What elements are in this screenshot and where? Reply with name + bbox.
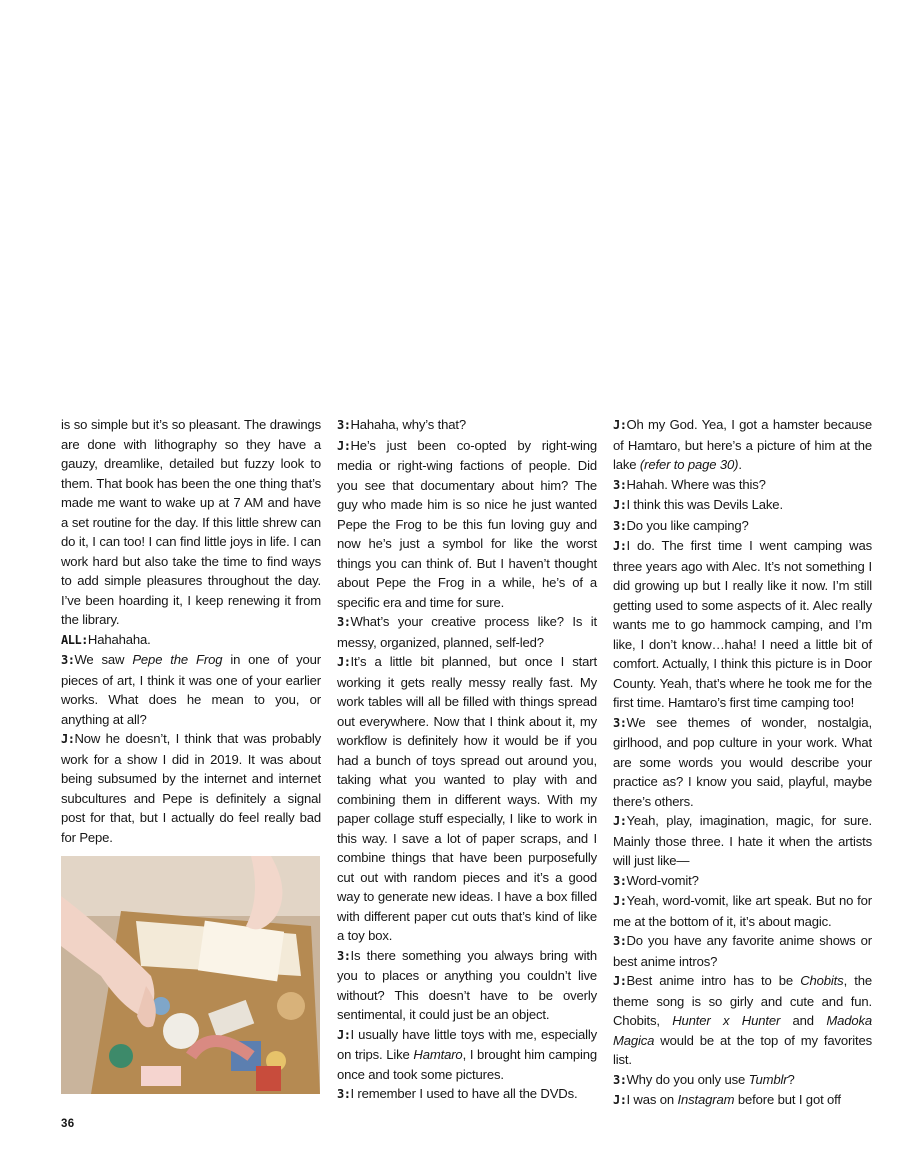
speaker-label: J: bbox=[613, 418, 627, 432]
speaker-label: 3: bbox=[613, 518, 627, 533]
speaker-label: J: bbox=[337, 438, 351, 453]
italic-title: Tumblr bbox=[748, 1071, 788, 1087]
paragraph-text: It’s a little bit planned, but once I start working it gets really messy really fast. My work tables will all be filled with things spread out everywhere. Now that I think about it, my workflow is definitely how it would be if you had a bunch of toys spread out around you, taking what you wanted to play with and combining them in different ways. With my paper collage stuff especially, I like to work in this way. I save a lot of paper scraps, and I combine things that have been purposefully cut out with random pieces and it’s a good way to generate new ideas. I have a box filled with different paper cut outs that’s kind of like a toy box. bbox=[337, 654, 597, 943]
speaker-label: 3: bbox=[613, 873, 627, 888]
paragraph bbox=[61, 729, 321, 847]
paragraph bbox=[613, 931, 872, 971]
text-column-left bbox=[61, 415, 321, 847]
text-run: I usually have little toys with me, especially on trips. Like bbox=[337, 1026, 597, 1062]
speaker-label: 3: bbox=[613, 1072, 627, 1087]
speaker-label: 3: bbox=[61, 653, 75, 667]
text-run: ? bbox=[787, 1071, 795, 1087]
text-run: before but I got off bbox=[734, 1092, 841, 1107]
paragraph-text: He’s just been co-opted by right-wing media or right-wing factions of people. Did you see that documentary about him? The guy who made him is so nice he just wanted Pepe the Frog to be this fun loving guy and now he’s just a symbol for like the worst things you can think of. But I haven’t thought about Pepe the Frog in a while, he’s of a specific era and time for sure. bbox=[337, 437, 597, 610]
text-run: I was on bbox=[626, 1092, 678, 1107]
paragraph-text: We see themes of wonder, nostalgia, girlhood, and pop culture in your work. What are some words you would describe your practice as? I know you said, playful, maybe there’s others. bbox=[613, 714, 872, 809]
text-run: would be at the top of my favorites list. bbox=[613, 1032, 872, 1067]
paragraph bbox=[613, 713, 872, 812]
speaker-label: 3: bbox=[337, 948, 351, 963]
speaker-label: 3: bbox=[613, 934, 627, 948]
paragraph bbox=[613, 415, 872, 475]
speaker-label: 3: bbox=[613, 715, 627, 730]
paragraph-text: Now he doesn’t, I think that was probably work for a show I did in 2019. It was about being subsumed by the internet and internet subcultures and Pepe is definitely a signal post for that, but I actually do feel really bad for Pepe. bbox=[61, 731, 321, 845]
paragraph-text: I remember I used to have all the DVDs. bbox=[350, 1086, 578, 1101]
toy-box-photo-icon bbox=[61, 856, 320, 1094]
text-column-middle bbox=[337, 415, 597, 1105]
text-run: , I brought him camping once and took some pictures. bbox=[337, 1047, 597, 1082]
paragraph-text: Yeah, play, imagination, magic, for sure. Mainly those three. I hate it when the artists will just like— bbox=[613, 813, 872, 868]
paragraph bbox=[337, 436, 597, 613]
speaker-label: 3: bbox=[337, 418, 351, 432]
paragraph-text: I do. The first time I went camping was three years ago with Alec. It’s not something I did growing up but I really like it now. I’m still getting used to some aspects of it. Alec really wants me to go hammock camping, and I’m like, I don’t know…haha! I need a little bit of comfort. Actually, I think this picture is in Door County. Yeah, that’s where he took me for the first time. Hamtaro’s first time camping too! bbox=[613, 538, 872, 710]
italic-title: Pepe the Frog bbox=[132, 652, 223, 667]
italic-title: Instagram bbox=[677, 1092, 735, 1107]
paragraph bbox=[613, 495, 872, 516]
paragraph bbox=[337, 652, 597, 946]
paragraph-text: is so simple but it’s so pleasant. The drawings are done with lithography so they have a gauzy, dreamlike, detailed but fuzzy look to them. That book has been the one thing that’s made me want to wake up at 7 AM and have a set routine for the day. If this little shrew can do it, I can too! I can find little joys in life. I can work hard but also take the time to find ways to add simple pleasures throughout the day. I’ve been hoarding it, I keep renewing it from the library. bbox=[61, 417, 321, 627]
paragraph bbox=[613, 1070, 872, 1091]
paragraph bbox=[613, 475, 872, 496]
text-run: , the theme song is so girly and cute and fun. Chobits, bbox=[613, 973, 872, 1028]
paragraph-text: I think this was Devils Lake. bbox=[626, 497, 783, 512]
italic-title: Hunter x Hunter bbox=[672, 1013, 781, 1028]
text-run: . bbox=[738, 457, 742, 472]
paragraph bbox=[613, 516, 872, 537]
text-column-right bbox=[613, 415, 872, 1111]
paragraph bbox=[337, 612, 597, 652]
speaker-label: 3: bbox=[337, 615, 351, 629]
paragraph bbox=[337, 1025, 597, 1085]
paragraph bbox=[337, 946, 597, 1025]
paragraph bbox=[613, 971, 872, 1070]
paragraph-text: Is there something you always bring with you to places or anything you couldn’t live without? This doesn’t have to be overly sentimental, it could just be an object. bbox=[337, 947, 597, 1022]
speaker-label: J: bbox=[613, 498, 627, 512]
italic-title: Madoka Magica bbox=[613, 1013, 873, 1048]
speaker-label: J: bbox=[613, 974, 627, 988]
speaker-label: ALL: bbox=[61, 632, 88, 647]
paragraph-text: Do you like camping? bbox=[626, 517, 749, 533]
speaker-label: J: bbox=[61, 732, 75, 746]
paragraph bbox=[61, 650, 321, 729]
paragraph bbox=[613, 536, 872, 713]
speaker-label: J: bbox=[613, 894, 627, 908]
paragraph bbox=[613, 811, 872, 871]
speaker-label: J: bbox=[337, 655, 351, 669]
paragraph-text: Do you have any favorite anime shows or best anime intros? bbox=[613, 933, 872, 969]
paragraph bbox=[61, 630, 321, 651]
speaker-label: 3: bbox=[613, 477, 627, 492]
paragraph bbox=[61, 415, 321, 630]
paragraph-text: Word-vomit? bbox=[626, 872, 699, 888]
speaker-label: 3: bbox=[337, 1087, 351, 1101]
paragraph bbox=[613, 871, 872, 892]
speaker-label: J: bbox=[613, 539, 627, 553]
paragraph bbox=[337, 1084, 597, 1105]
speaker-label: J: bbox=[613, 1093, 627, 1107]
speaker-label: J: bbox=[613, 814, 627, 828]
italic-reference: (refer to page 30) bbox=[639, 457, 739, 472]
text-run: and bbox=[780, 1013, 827, 1028]
paragraph-text: Hahahaha. bbox=[87, 631, 151, 647]
italic-title: Chobits bbox=[800, 973, 844, 988]
paragraph-text: Yeah, word-vomit, like art speak. But no for me at the bottom of it, it’s about magic. bbox=[613, 893, 872, 929]
text-run: Best anime intro has to be bbox=[626, 973, 801, 988]
text-run: Why do you only use bbox=[626, 1071, 749, 1087]
text-run: We saw bbox=[74, 652, 133, 667]
text-run: in one of your pieces of art, I think it was one of your earlier works. What does he mean to you, or anything at all? bbox=[61, 652, 322, 727]
paragraph-text: What’s your creative process like? Is it messy, organized, planned, self-led? bbox=[337, 614, 597, 650]
text-run: Oh my God. Yea, I got a hamster because of Hamtaro, but here’s a picture of him at the lake bbox=[613, 417, 872, 472]
paragraph bbox=[613, 891, 872, 931]
paragraph-text: Hahaha, why’s that? bbox=[350, 417, 467, 432]
toy-box-photo bbox=[61, 856, 320, 1094]
speaker-label: J: bbox=[337, 1027, 351, 1042]
page-number: 36 bbox=[61, 1118, 75, 1130]
paragraph bbox=[337, 415, 597, 436]
paragraph bbox=[613, 1090, 872, 1111]
paragraph-text: Hahah. Where was this? bbox=[626, 476, 766, 492]
italic-title: Hamtaro bbox=[413, 1047, 463, 1062]
